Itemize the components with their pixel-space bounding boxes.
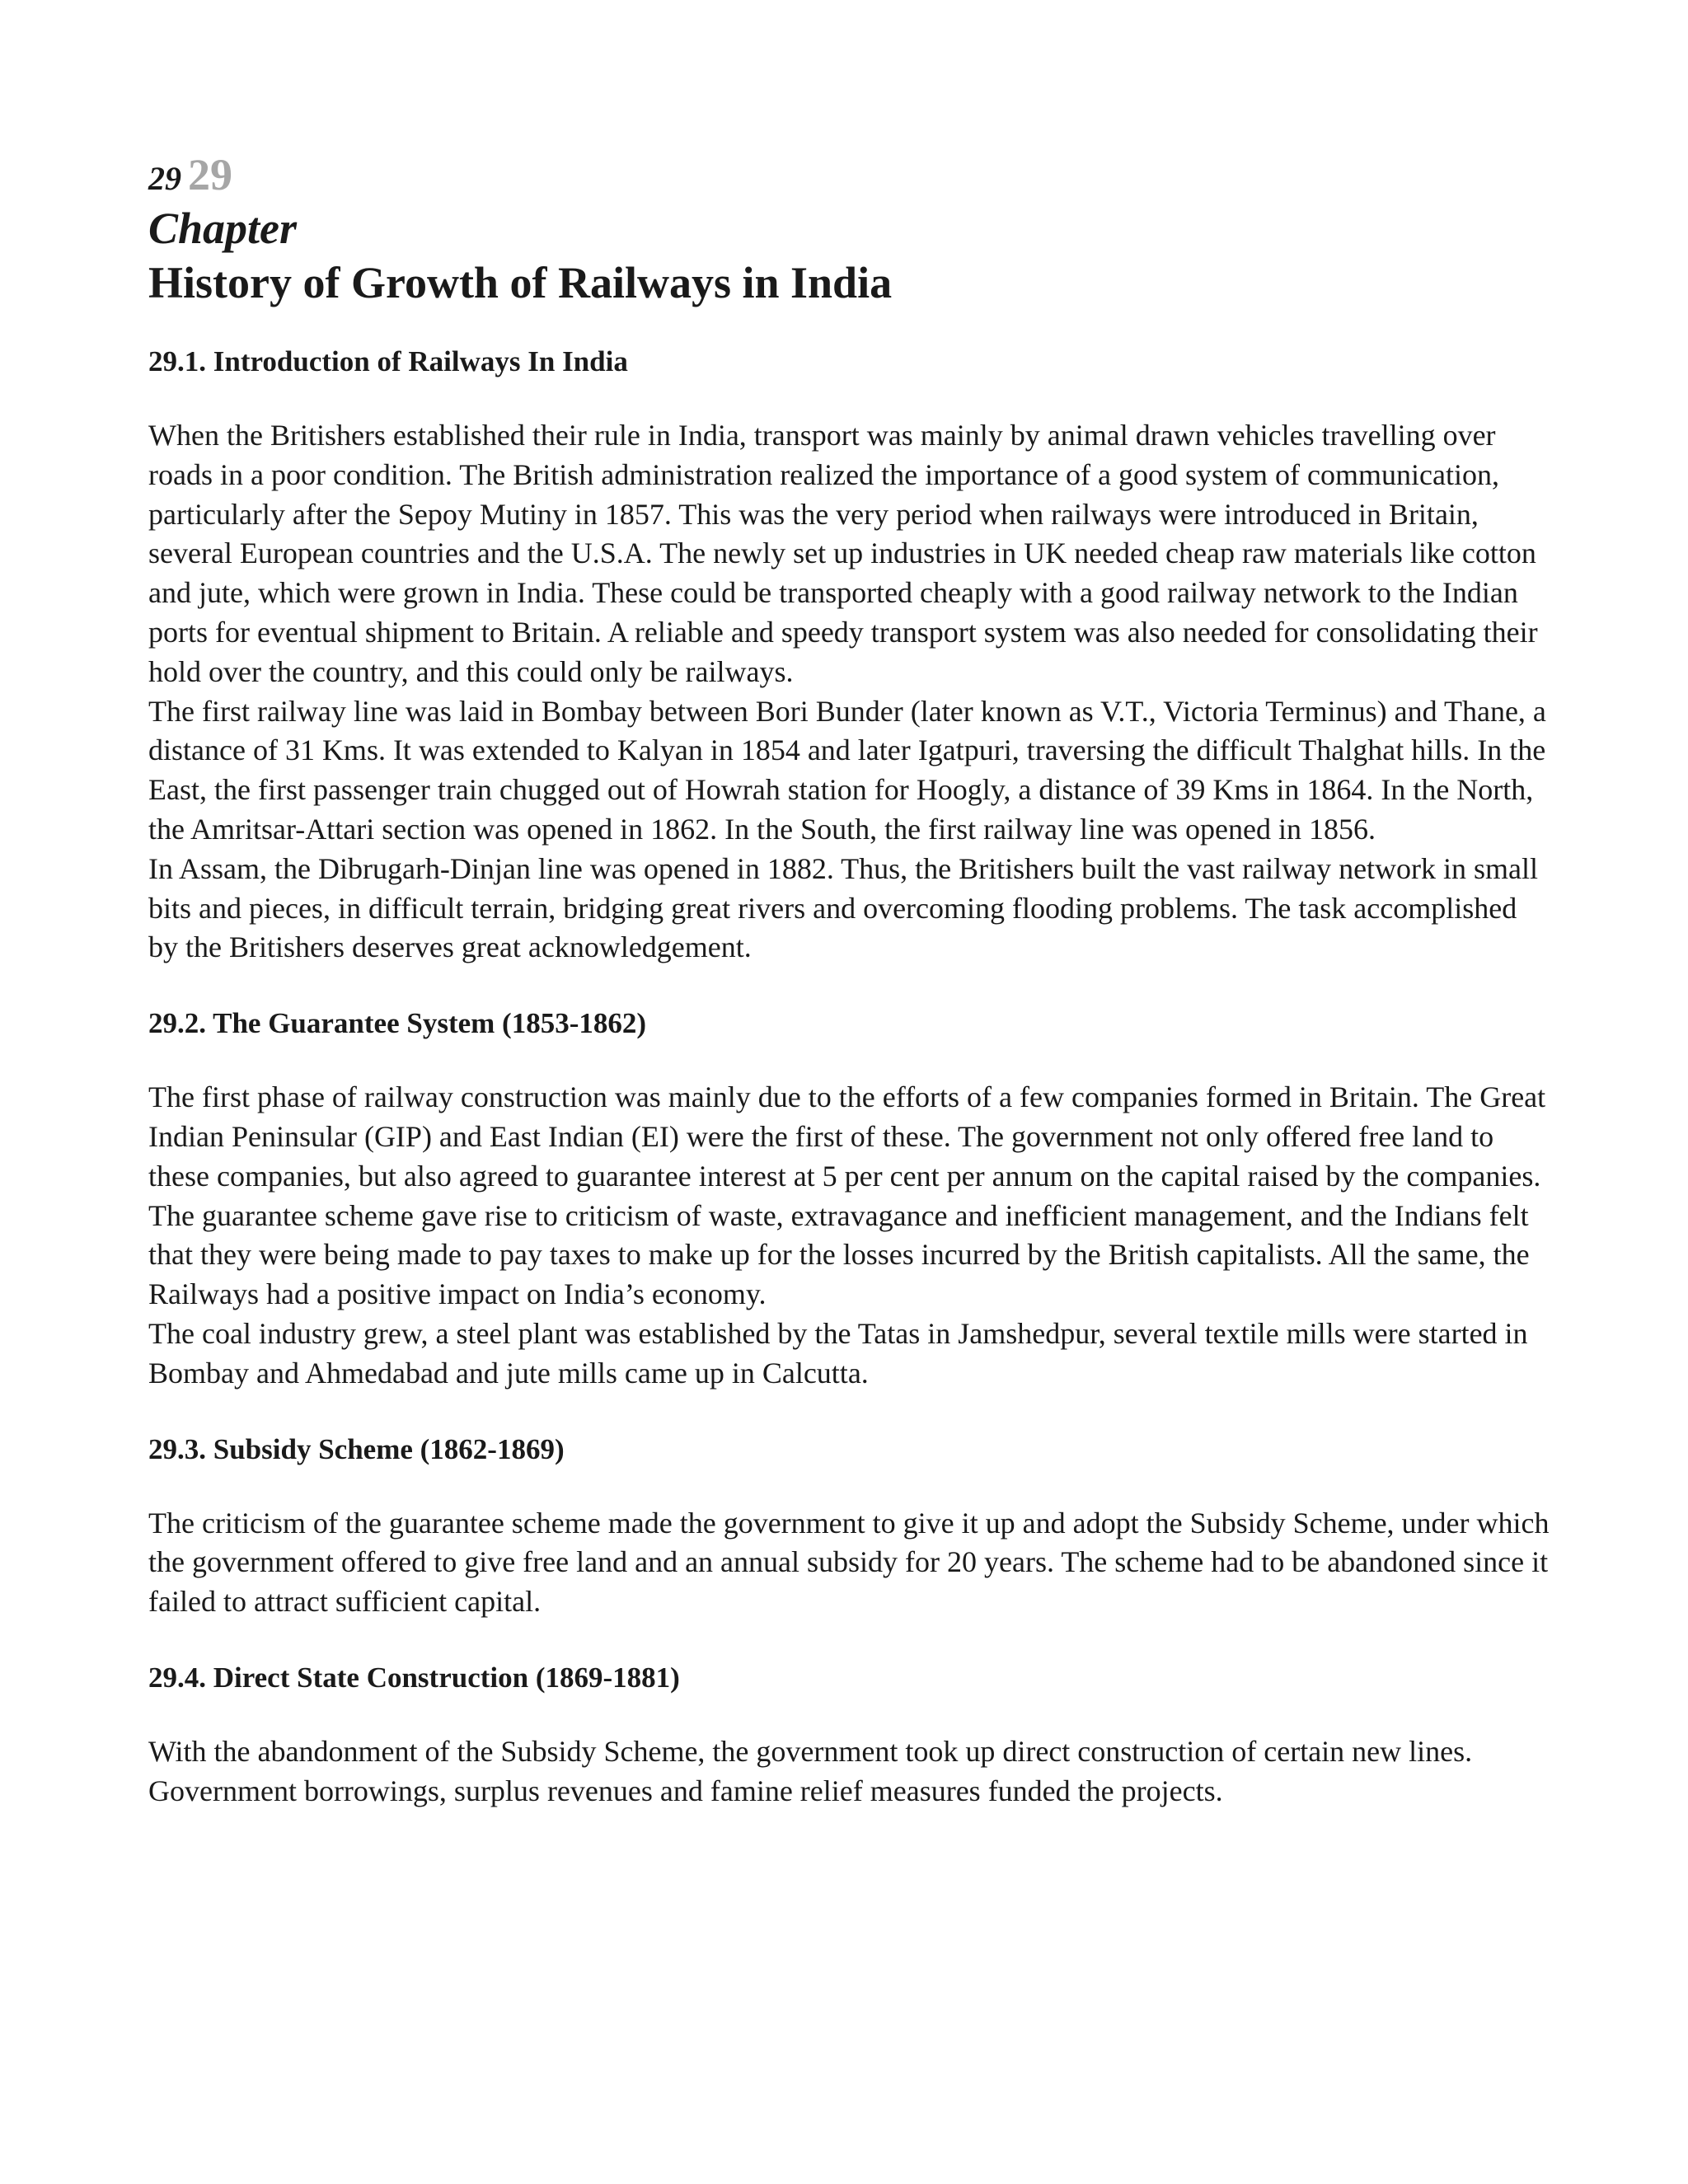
chapter-number <box>148 152 1550 200</box>
paragraph: The criticism of the guarantee scheme made the government to give it up and adopt the Subsidy Scheme, under which the government offered to give free land and an annual subsidy for 20 years. The scheme had to be abandoned since it failed to attract sufficient capital. <box>148 1506 1550 1619</box>
document-page <box>148 152 1550 1848</box>
paragraph: The coal industry grew, a steel plant was established by the Tatas in Jamshedpur, several textile mills were started in Bombay and Ahmedabad and jute mills came up in Calcutta. <box>148 1316 1528 1390</box>
chapter-number-gray: 29 <box>188 150 232 199</box>
section-guarantee-system <box>148 1004 1550 1393</box>
paragraph: The first railway line was laid in Bombay between Bori Bunder (later known as V.T., Victoria Terminus) and Thane, a distance of 31 Kms. It was extended to Kalyan in 1854 and later Igatpuri, traversing the difficult Thalghat hills. In the East, the first passenger train chugged out of Howrah station for Hoogly, a distance of 39 Kms in 1864. In the North, the Amritsar-Attari section was opened in 1862. In the South, the first railway line was opened in 1856. <box>148 694 1546 846</box>
paragraph: The first phase of railway construction was mainly due to the efforts of a few companies formed in Britain. The Great Indian Peninsular (GIP) and East Indian (EI) were the first of these. The government not only offered free land to these companies, but also agreed to guarantee interest at 5 per cent per annum on the capital raised by the companies. The guarantee scheme gave rise to criticism of waste, extravagance and inefficient management, and the Indians felt that they were being made to pay taxes to make up for the losses incurred by the British capitalists. All the same, the Railways had a positive impact on India’s economy. <box>148 1080 1546 1311</box>
section-heading: 29.4. Direct State Construction (1869-1881) <box>148 1661 680 1694</box>
section-heading: 29.3. Subsidy Scheme (1862-1869) <box>148 1432 565 1465</box>
section-subsidy-scheme <box>148 1430 1550 1622</box>
paragraph: With the abandonment of the Subsidy Scheme, the government took up direct construction of certain new lines. Government borrowings, surplus revenues and famine relief measures funded the projects. <box>148 1734 1473 1807</box>
chapter-label: Chapter <box>148 204 298 253</box>
chapter-number-italic: 29 <box>148 160 181 197</box>
section-introduction <box>148 342 1550 968</box>
chapter-title: History of Growth of Railways in India <box>148 258 893 307</box>
section-direct-state-construction <box>148 1658 1550 1811</box>
section-heading: 29.2. The Guarantee System (1853-1862) <box>148 1007 647 1040</box>
paragraph: In Assam, the Dibrugarh-Dinjan line was opened in 1882. Thus, the Britishers built the vast railway network in small bits and pieces, in difficult terrain, bridging great rivers and overcoming flooding problems. The task accomplished by the Britishers deserves great acknowledgement. <box>148 851 1539 964</box>
paragraph: When the Britishers established their rule in India, transport was mainly by animal drawn vehicles travelling over roads in a poor condition. The British administration realized the importance of a good system of communication, particularly after the Sepoy Mutiny in 1857. This was the very period when railways were introduced in Britain, several European countries and the U.S.A. The newly set up industries in UK needed cheap raw materials like cotton and jute, which were grown in India. These could be transported cheaply with a good railway network to the Indian ports for eventual shipment to Britain. A reliable and speedy transport system was also needed for consolidating their hold over the country, and this could only be railways. <box>148 419 1538 688</box>
section-heading: 29.1. Introduction of Railways In India <box>148 345 628 377</box>
